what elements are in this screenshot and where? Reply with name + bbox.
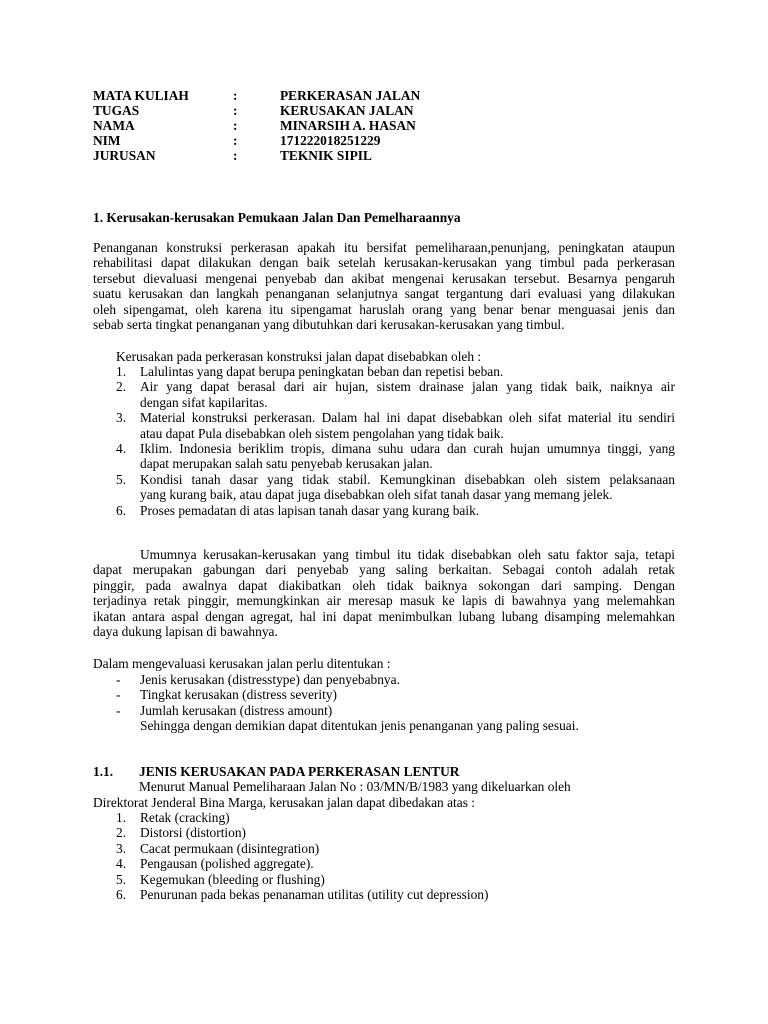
paragraph-line: terjadinya retak pinggir, memungkinkan air meresap masuk ke lapis di bawahnya yang melemahkan xyxy=(93,593,675,609)
list-item xyxy=(116,379,675,410)
list-item-text: Penurunan pada bekas penanaman utilitas (utility cut depression) xyxy=(140,887,489,903)
list-item-text: Material konstruksi perkerasan. Dalam hal ini dapat disebabkan oleh sifat material itu sendiri xyxy=(140,410,675,426)
list-item-text: Air yang dapat berasal dari air hujan, sistem drainase jalan yang tidak baik, naiknya air xyxy=(140,379,675,395)
list-bullet: - xyxy=(116,687,121,703)
list-item-text: Jenis kerusakan (distresstype) dan penyebabnya. xyxy=(140,672,400,687)
paragraph-line: pinggir, pada awalnya dapat diakibatkan oleh tidak baiknya sokongan dari samping. Dengan xyxy=(93,577,675,593)
list-number: 2. xyxy=(116,379,127,395)
evaluation-conclusion xyxy=(116,718,579,733)
evaluation-conclusion-text: Sehingga dengan demikian dapat ditentukan jenis penanganan yang paling sesuai. xyxy=(140,718,579,734)
paragraph-line: rehabilitasi dapat dilakukan dengan baik setelah kerusakan-kerusakan yang timbul pada perkerasan xyxy=(93,255,675,271)
header-key: TUGAS xyxy=(93,103,140,118)
list-item-text: Kondisi tanah dasar yang tidak stabil. Kemungkinan disebabkan oleh sistem pelaksanaan xyxy=(140,471,675,487)
section-1-1-number: 1.1. xyxy=(93,764,114,779)
paragraph-line: tersebut dievaluasi mengenai penyebab dan akibat mengenai kerusakan tersebut. Besarnya pengaruh xyxy=(93,270,675,286)
list-item xyxy=(116,672,579,687)
list-item-text: atau dapat Pula disebabkan oleh sistem pengolahan yang tidak baik. xyxy=(140,425,504,441)
paragraph-line: ikatan antara aspal dengan agregat, hal ini dapat menimbulkan lubang lubang disamping melemahkan xyxy=(93,608,675,624)
header-value: MINARSIH A. HASAN xyxy=(280,118,416,133)
damage-types-list xyxy=(116,810,488,902)
list-number: 5. xyxy=(116,471,127,487)
header-key: NIM xyxy=(93,133,121,148)
list-item-text: Jumlah kerusakan (distress amount) xyxy=(140,702,333,718)
list-item xyxy=(116,810,488,825)
list-item xyxy=(116,825,488,840)
list-item-text: Proses pemadatan di atas lapisan tanah dasar yang kurang baik. xyxy=(140,502,480,518)
list-item xyxy=(116,472,675,503)
evaluation-intro: Dalam mengevaluasi kerusakan jalan perlu ditentukan : xyxy=(93,656,391,671)
paragraph-line: Penanganan konstruksi perkerasan apakah itu bersifat pemeliharaan,penunjang, peningkatan ataupun xyxy=(93,240,675,255)
list-item-text: Retak (cracking) xyxy=(140,810,230,825)
list-item xyxy=(116,441,675,472)
header-colon: : xyxy=(233,88,238,103)
list-item-text: Cacat permukaan (disintegration) xyxy=(140,840,320,856)
list-item-text: dapat merupakan salah satu penyebab kerusakan jalan. xyxy=(140,456,433,472)
list-number: 3. xyxy=(116,410,127,426)
section-1-1-title: JENIS KERUSAKAN PADA PERKERASAN LENTUR xyxy=(139,764,460,779)
list-item-text: Pengausan (polished aggregate). xyxy=(140,856,314,872)
list-number: 6. xyxy=(116,502,127,518)
header-colon: : xyxy=(233,103,238,118)
paragraph-2 xyxy=(93,547,675,639)
list-number: 4. xyxy=(116,856,127,872)
list-item xyxy=(116,872,488,887)
header-value: TEKNIK SIPIL xyxy=(280,148,372,163)
header-value: PERKERASAN JALAN xyxy=(280,88,421,103)
causes-list xyxy=(116,364,675,518)
list-number: 6. xyxy=(116,887,127,903)
list-bullet: - xyxy=(116,702,121,718)
paragraph-line: daya dukung lapisan di bawahnya. xyxy=(93,623,278,639)
list-number: 3. xyxy=(116,840,127,856)
list-item-text: yang kurang baik, atau dapat juga disebabkan oleh sifat tanah dasar yang memang jelek. xyxy=(140,487,613,503)
section-1-1-intro-line-2: Direktorat Jenderal Bina Marga, kerusakan jalan dapat dibedakan atas : xyxy=(93,795,475,810)
list-item-text: Distorsi (distortion) xyxy=(140,825,247,841)
list-number: 1. xyxy=(116,364,127,379)
list-item xyxy=(116,703,579,718)
list-item xyxy=(116,687,579,702)
list-number: 1. xyxy=(116,810,127,825)
list-item-text: Iklim. Indonesia beriklim tropis, dimana suhu udara dan curah hujan umumnya tinggi, yang xyxy=(140,441,675,457)
paragraph-line: suatu kerusakan dan langkah penanganan selanjutnya sangat tergantung dari evaluasi yang dilakukan xyxy=(93,286,675,302)
list-item-text: dengan sifat kapilaritas. xyxy=(140,394,268,410)
list-item xyxy=(116,856,488,871)
header-key: NAMA xyxy=(93,118,135,133)
list-item-text: Kegemukan (bleeding or flushing) xyxy=(140,871,325,887)
paragraph-line: dapat merupakan gabungan dari penyebab yang saling berkaitan. Sebagai contoh adalah retak xyxy=(93,562,675,578)
list-item xyxy=(116,503,675,518)
section-1-1-intro-line-1: Menurut Manual Pemeliharaan Jalan No : 03/MN/B/1983 yang dikeluarkan oleh xyxy=(139,779,571,794)
list-item-text: Tingkat kerusakan (distress severity) xyxy=(140,687,337,703)
list-item-text: Lalulintas yang dapat berupa peningkatan beban dan repetisi beban. xyxy=(140,364,504,379)
header-colon: : xyxy=(233,148,238,163)
paragraph-1 xyxy=(93,240,675,332)
header-key: JURUSAN xyxy=(93,148,156,163)
list-number: 4. xyxy=(116,441,127,457)
list-item xyxy=(116,364,675,379)
list-number: 2. xyxy=(116,825,127,841)
evaluation-list xyxy=(116,672,579,734)
header-key: MATA KULIAH xyxy=(93,88,189,103)
causes-intro: Kerusakan pada perkerasan konstruksi jalan dapat disebabkan oleh : xyxy=(116,349,482,364)
header-value: 171222018251229 xyxy=(280,133,381,148)
paragraph-line: oleh sipengamat, oleh karena itu sipengamat haruslah orang yang benar benar menguasai jenis dan xyxy=(93,301,675,317)
header-colon: : xyxy=(233,118,238,133)
section-1-title: 1. Kerusakan-kerusakan Pemukaan Jalan Dan Pemelharaannya xyxy=(93,210,461,225)
list-bullet: - xyxy=(116,672,121,687)
list-item xyxy=(116,841,488,856)
header-value: KERUSAKAN JALAN xyxy=(280,103,414,118)
list-item xyxy=(116,410,675,441)
header-colon: : xyxy=(233,133,238,148)
paragraph-line: Umumnya kerusakan-kerusakan yang timbul itu tidak disebabkan oleh satu faktor saja, tetapi xyxy=(140,547,675,562)
list-item xyxy=(116,887,488,902)
list-number: 5. xyxy=(116,871,127,887)
paragraph-line: sebab serta tingkat penanganan yang dibutuhkan dari kerusakan-kerusakan yang timbul. xyxy=(93,316,565,332)
